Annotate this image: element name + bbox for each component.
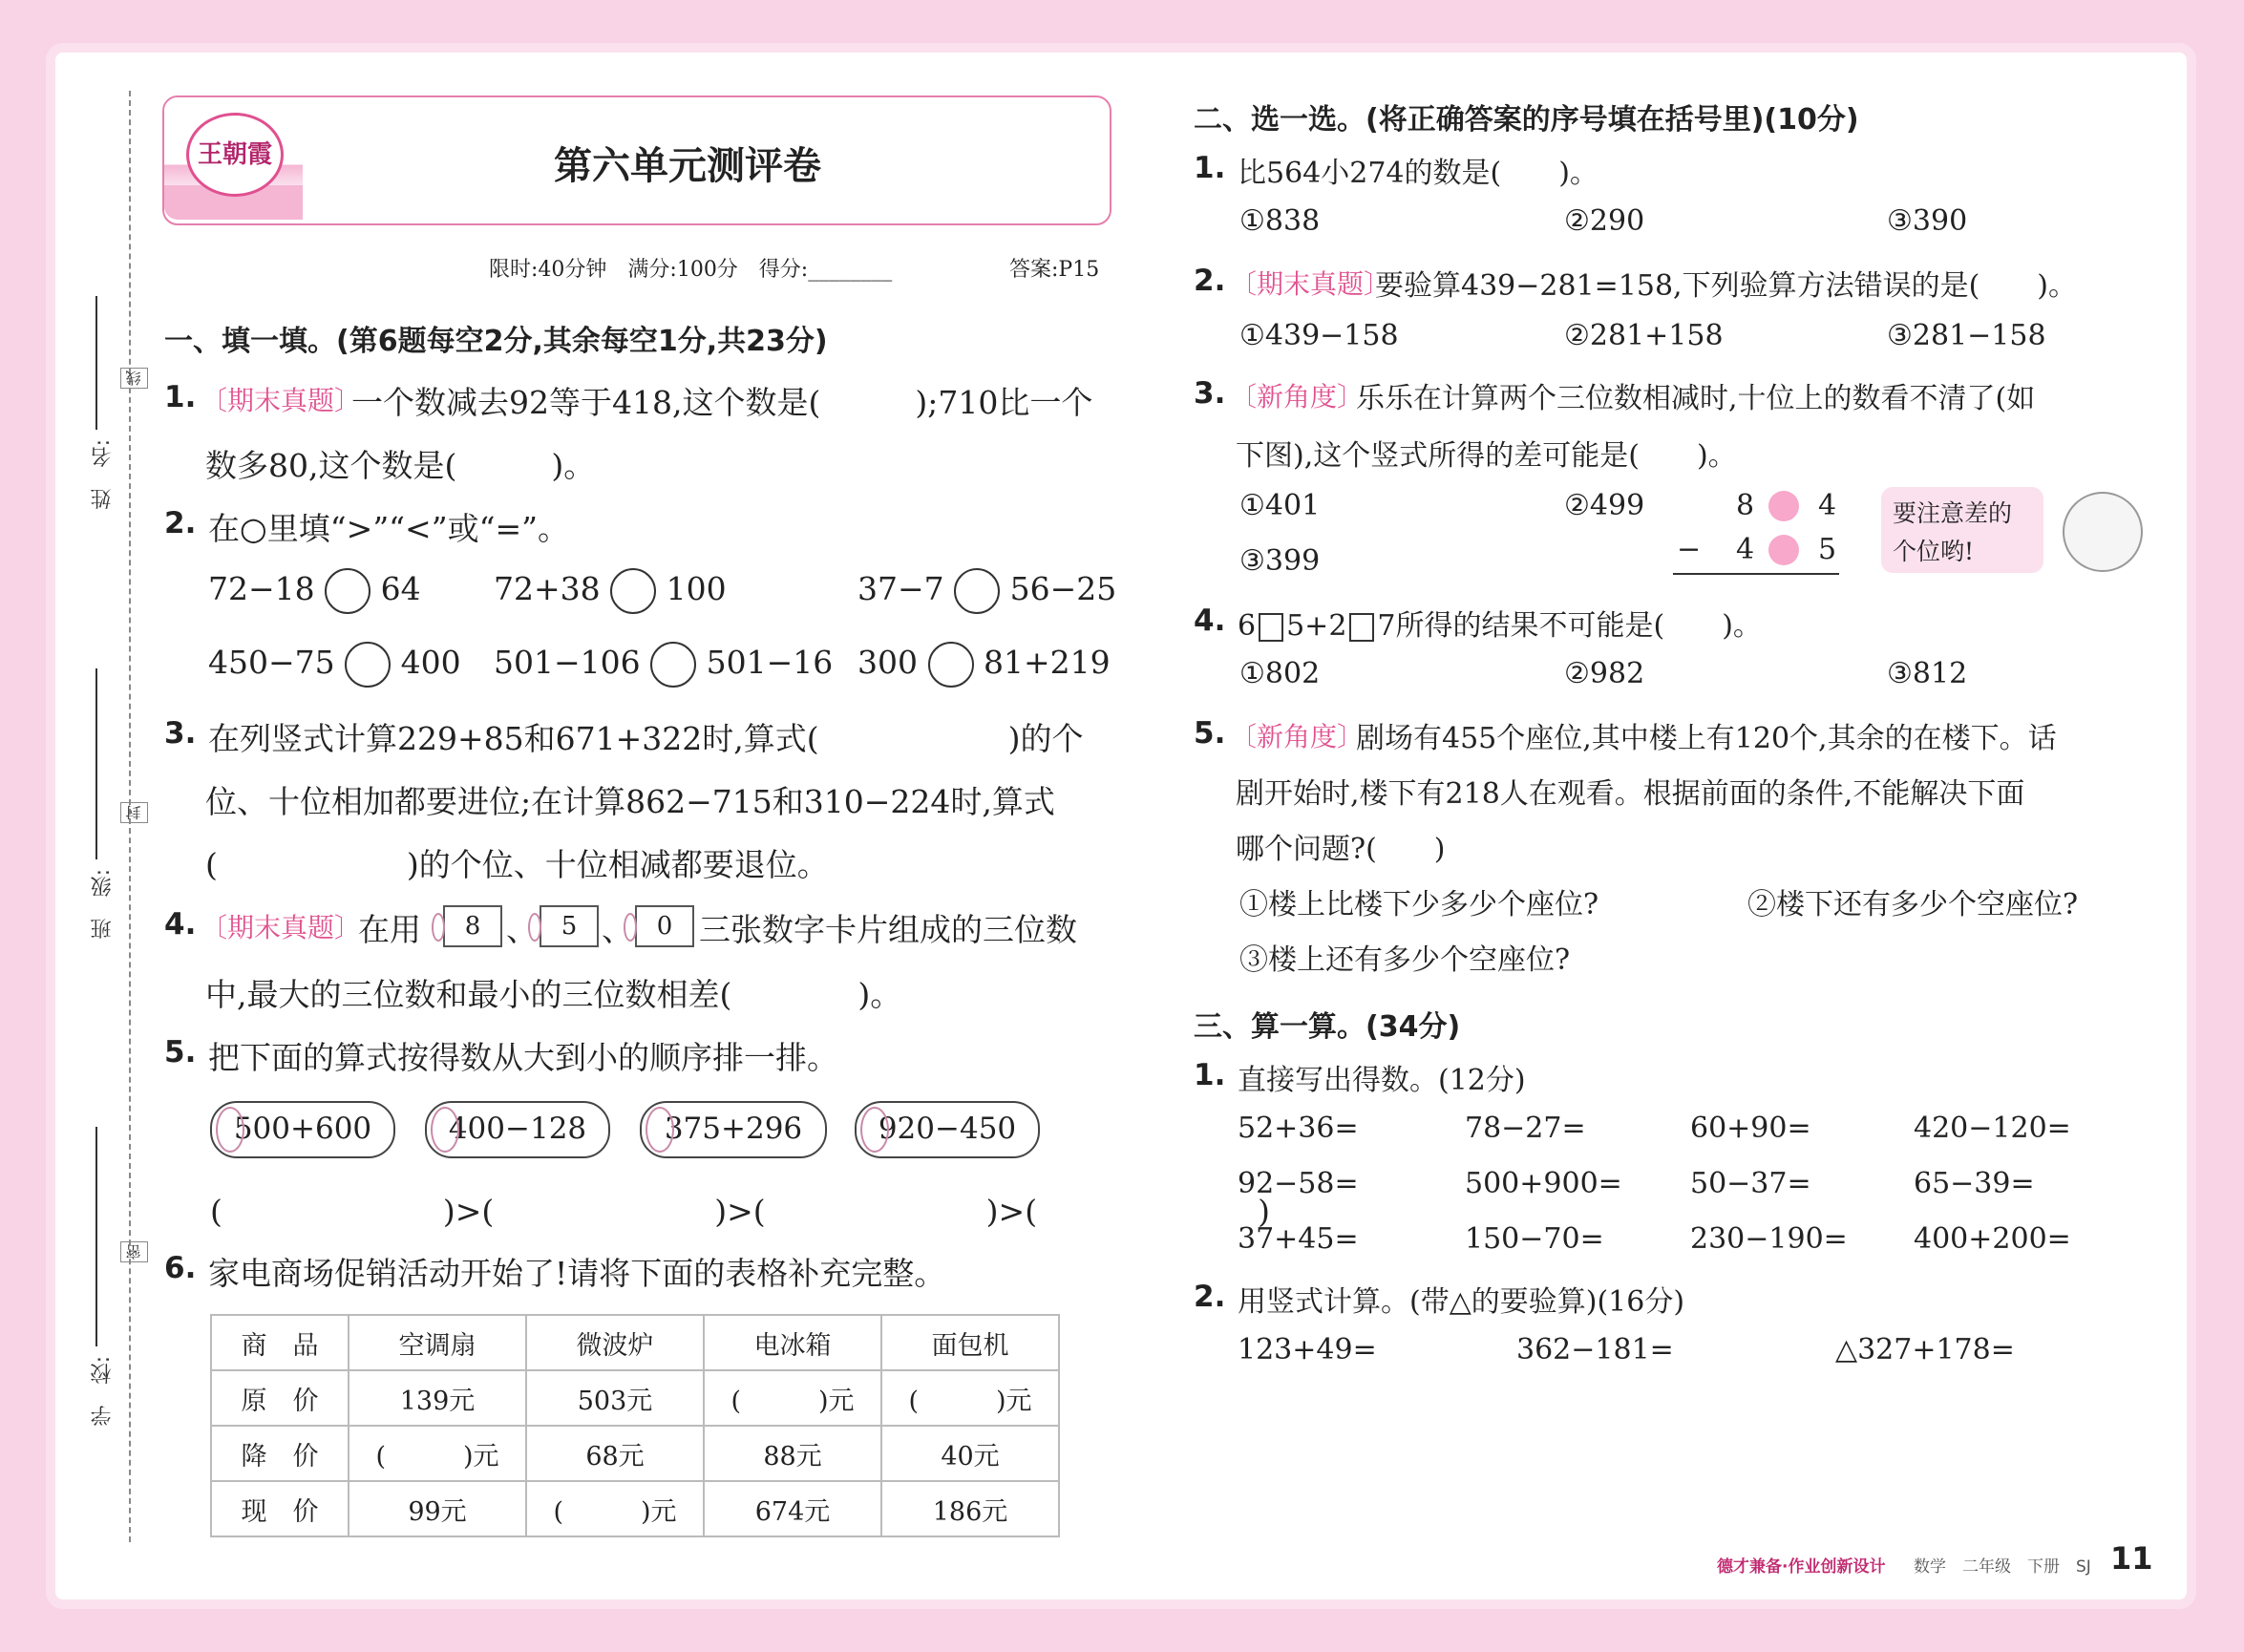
q3-line3: ( )的个位、十位相减都要退位。 — [205, 846, 829, 883]
s2-q5-line1: 剧场有455个座位,其中楼上有120个,其余的在楼下。话 — [1356, 722, 2057, 755]
s2-q1-number: 1. — [1194, 151, 1226, 185]
table-cell: 降 价 — [211, 1426, 349, 1481]
table-row — [211, 1370, 1059, 1426]
section-3-title: 三、算一算。(34分) — [1194, 1010, 1461, 1044]
order-blanks[interactable]: ( )>( )>( )>( ) — [210, 1193, 1270, 1230]
expression-log: 920−450 — [855, 1101, 1040, 1158]
s2-q2-text: 要验算439−281=158,下列验算方法错误的是( )。 — [1375, 269, 2077, 303]
table-cell[interactable]: ( )元 — [704, 1370, 881, 1426]
table-cell: 面包机 — [881, 1315, 1059, 1370]
q4-line2: 中,最大的三位数和最小的三位数相差( )。 — [205, 976, 902, 1013]
school-label: 学 校: — [91, 1356, 115, 1427]
vertical-line — [1673, 573, 1839, 575]
table-cell: 空调扇 — [349, 1315, 526, 1370]
digit-card: 5 — [540, 905, 599, 947]
option[interactable]: ①802 — [1239, 657, 1321, 690]
option[interactable]: ①439−158 — [1239, 319, 1399, 352]
compare-item: 37−7 56−25 — [857, 568, 1116, 614]
table-cell: 139元 — [349, 1370, 526, 1426]
calc-item[interactable]: 50−37= — [1690, 1167, 1811, 1200]
vertical-digit: 8 — [1736, 489, 1755, 522]
q2-number: 2. — [164, 506, 197, 540]
option[interactable]: ②281+158 — [1564, 319, 1724, 352]
s2-q2-tag: 〔期末真题〕 — [1230, 268, 1391, 300]
calc-item[interactable]: 123+49= — [1238, 1333, 1377, 1366]
table-cell: 微波炉 — [526, 1315, 704, 1370]
table-cell[interactable]: ( )元 — [526, 1481, 704, 1536]
option[interactable]: ②楼下还有多少个空座位? — [1747, 888, 2079, 921]
vertical-digit: 4 — [1736, 533, 1755, 566]
table-cell: 原 价 — [211, 1370, 349, 1426]
s2-q4-number: 4. — [1194, 604, 1226, 638]
s2-q3-tag: 〔新角度〕 — [1230, 381, 1365, 413]
page-number: 11 — [2110, 1540, 2153, 1577]
cut-mark-seal: 封 — [120, 802, 148, 823]
option[interactable]: ①401 — [1239, 489, 1321, 522]
expression-log: 375+296 — [640, 1101, 827, 1158]
footer-subject: 数学 二年级 下册 SJ — [1914, 1557, 2091, 1577]
option[interactable]: ①838 — [1239, 204, 1321, 238]
s2-q1-text: 比564小274的数是( )。 — [1238, 157, 1598, 190]
calc-item[interactable]: 92−58= — [1238, 1167, 1359, 1200]
q4-tag: 〔期末真题〕 — [201, 912, 362, 943]
girl-illustration-icon — [2063, 492, 2143, 572]
expression-log: 500+600 — [210, 1101, 395, 1158]
calc-item[interactable]: 78−27= — [1465, 1112, 1586, 1145]
option[interactable]: ③楼上还有多少个空座位? — [1239, 943, 1571, 977]
option[interactable]: ③812 — [1887, 657, 1968, 690]
q4-sep: 、 — [506, 911, 538, 948]
name-label: 姓 名: — [91, 439, 115, 510]
q4-pre: 在用 — [358, 911, 421, 948]
cut-mark-secret: 密 — [120, 1241, 148, 1262]
price-table — [210, 1314, 1060, 1537]
table-row — [211, 1315, 1059, 1370]
compare-circle[interactable] — [325, 568, 370, 614]
q5-number: 5. — [164, 1035, 197, 1070]
s2-q5-tag: 〔新角度〕 — [1230, 721, 1365, 752]
footer-brand: 德才兼备·作业创新设计 — [1717, 1557, 1886, 1577]
compare-item: 450−75 400 — [208, 642, 461, 688]
compare-item: 501−106 501−16 — [494, 642, 833, 688]
table-cell: 88元 — [704, 1426, 881, 1481]
logo-badge: 王朝霞 — [186, 113, 284, 197]
s2-q4-text: 6 5+2 7所得的结果不可能是( )。 — [1238, 609, 1762, 643]
digit-card: 8 — [443, 905, 502, 947]
vertical-digit: 4 — [1818, 489, 1837, 522]
s2-q2-number: 2. — [1194, 264, 1226, 298]
q3-number: 3. — [164, 716, 197, 751]
option[interactable]: ①楼上比楼下少多少个座位? — [1239, 888, 1599, 921]
calc-item[interactable]: 500+900= — [1465, 1167, 1622, 1200]
calc-item[interactable]: 150−70= — [1465, 1222, 1604, 1256]
calc-item[interactable]: 65−39= — [1914, 1167, 2035, 1200]
compare-circle[interactable] — [954, 568, 1000, 614]
q1-tag: 〔期末真题〕 — [201, 385, 362, 416]
q3-line1: 在列竖式计算229+85和671+322时,算式( )的个 — [208, 720, 1084, 757]
smudge-icon — [1768, 491, 1799, 521]
blank-box — [1259, 613, 1283, 642]
option[interactable]: ③390 — [1887, 204, 1968, 238]
option[interactable]: ②982 — [1564, 657, 1645, 690]
s3-q1-text: 直接写出得数。(12分) — [1238, 1064, 1526, 1097]
name-line — [95, 296, 97, 430]
s2-q5-line3: 哪个问题?( ) — [1236, 833, 1446, 866]
s2-q5-number: 5. — [1194, 716, 1226, 751]
answer-ref: 答案:P15 — [1009, 258, 1100, 282]
compare-circle[interactable] — [928, 642, 974, 688]
table-cell: 186元 — [881, 1481, 1059, 1536]
bubble-line1: 要注意差的 — [1893, 499, 2013, 527]
q1-line1: 一个数减去92等于418,这个数是( );710比一个 — [351, 384, 1093, 421]
digit-card: 0 — [635, 905, 694, 947]
option[interactable]: ②499 — [1564, 489, 1645, 522]
s2-q3-number: 3. — [1194, 376, 1226, 411]
compare-circle[interactable] — [345, 642, 391, 688]
calc-item[interactable]: 230−190= — [1690, 1222, 1848, 1256]
q4-sep: 、 — [602, 911, 633, 948]
exam-info: 限时:40分钟 满分:100分 得分:________ — [489, 258, 893, 282]
table-cell: 99元 — [349, 1481, 526, 1536]
blank-box — [1349, 613, 1374, 642]
s3-q1-number: 1. — [1194, 1058, 1226, 1092]
table-cell[interactable]: ( )元 — [349, 1426, 526, 1481]
compare-circle[interactable] — [610, 568, 656, 614]
s2-q3-line1: 乐乐在计算两个三位数相减时,十位上的数看不清了(如 — [1356, 382, 2036, 415]
table-cell: 674元 — [704, 1481, 881, 1536]
table-cell: 商 品 — [211, 1315, 349, 1370]
table-cell: 40元 — [881, 1426, 1059, 1481]
compare-item: 72+38 100 — [494, 568, 727, 614]
table-row — [211, 1426, 1059, 1481]
compare-circle[interactable] — [650, 642, 696, 688]
section-2-title: 二、选一选。(将正确答案的序号填在括号里)(10分) — [1194, 103, 1859, 137]
minus-sign: − — [1677, 533, 1702, 566]
calc-item[interactable]: 37+45= — [1238, 1222, 1359, 1256]
q2-text: 在○里填“>”“<”或“=”。 — [208, 510, 569, 547]
class-label: 班 级: — [91, 869, 115, 940]
calc-item[interactable]: 52+36= — [1238, 1112, 1359, 1145]
expression-log: 400−128 — [425, 1101, 610, 1158]
table-cell: 503元 — [526, 1370, 704, 1426]
table-cell: 68元 — [526, 1426, 704, 1481]
q1-number: 1. — [164, 380, 197, 414]
calc-item[interactable]: 60+90= — [1690, 1112, 1811, 1145]
q5-text: 把下面的算式按得数从大到小的顺序排一排。 — [208, 1039, 838, 1076]
smudge-icon — [1768, 535, 1799, 565]
calc-item[interactable]: 420−120= — [1914, 1112, 2071, 1145]
option[interactable]: ②290 — [1564, 204, 1645, 238]
table-cell: 现 价 — [211, 1481, 349, 1536]
table-row — [211, 1481, 1059, 1536]
q6-text: 家电商场促销活动开始了!请将下面的表格补充完整。 — [208, 1255, 946, 1292]
s3-q2-text: 用竖式计算。(带△的要验算)(16分) — [1238, 1285, 1685, 1319]
q4-number: 4. — [164, 907, 197, 942]
calc-item[interactable]: 362−181= — [1516, 1333, 1674, 1366]
table-cell: 电冰箱 — [704, 1315, 881, 1370]
vertical-digit: 5 — [1818, 533, 1837, 566]
calc-item[interactable]: 400+200= — [1914, 1222, 2071, 1256]
option[interactable]: ③399 — [1239, 544, 1321, 578]
q4-post: 三张数字卡片组成的三位数 — [699, 911, 1077, 948]
class-line — [95, 668, 97, 859]
q6-number: 6. — [164, 1251, 197, 1285]
table-cell[interactable]: ( )元 — [881, 1370, 1059, 1426]
school-line — [95, 1127, 97, 1346]
bubble-line2: 个位哟! — [1893, 538, 1975, 565]
calc-item[interactable]: △327+178= — [1835, 1333, 2015, 1366]
q3-line2: 位、十位相加都要进位;在计算862−715和310−224时,算式 — [205, 783, 1055, 820]
compare-item: 300 81+219 — [857, 642, 1111, 688]
option[interactable]: ③281−158 — [1887, 319, 2046, 352]
s2-q3-line2: 下图),这个竖式所得的差可能是( )。 — [1236, 439, 1737, 473]
page-title: 第六单元测评卷 — [554, 144, 821, 188]
cut-mark-line: 线 — [120, 368, 148, 389]
compare-item: 72−18 64 — [208, 568, 421, 614]
s2-q5-line2: 剧开始时,楼下有218人在观看。根据前面的条件,不能解决下面 — [1236, 777, 2025, 811]
q1-line2: 数多80,这个数是( )。 — [205, 447, 596, 484]
s3-q2-number: 2. — [1194, 1280, 1226, 1314]
section-1-title: 一、填一填。(第6题每空2分,其余每空1分,共23分) — [164, 325, 828, 358]
